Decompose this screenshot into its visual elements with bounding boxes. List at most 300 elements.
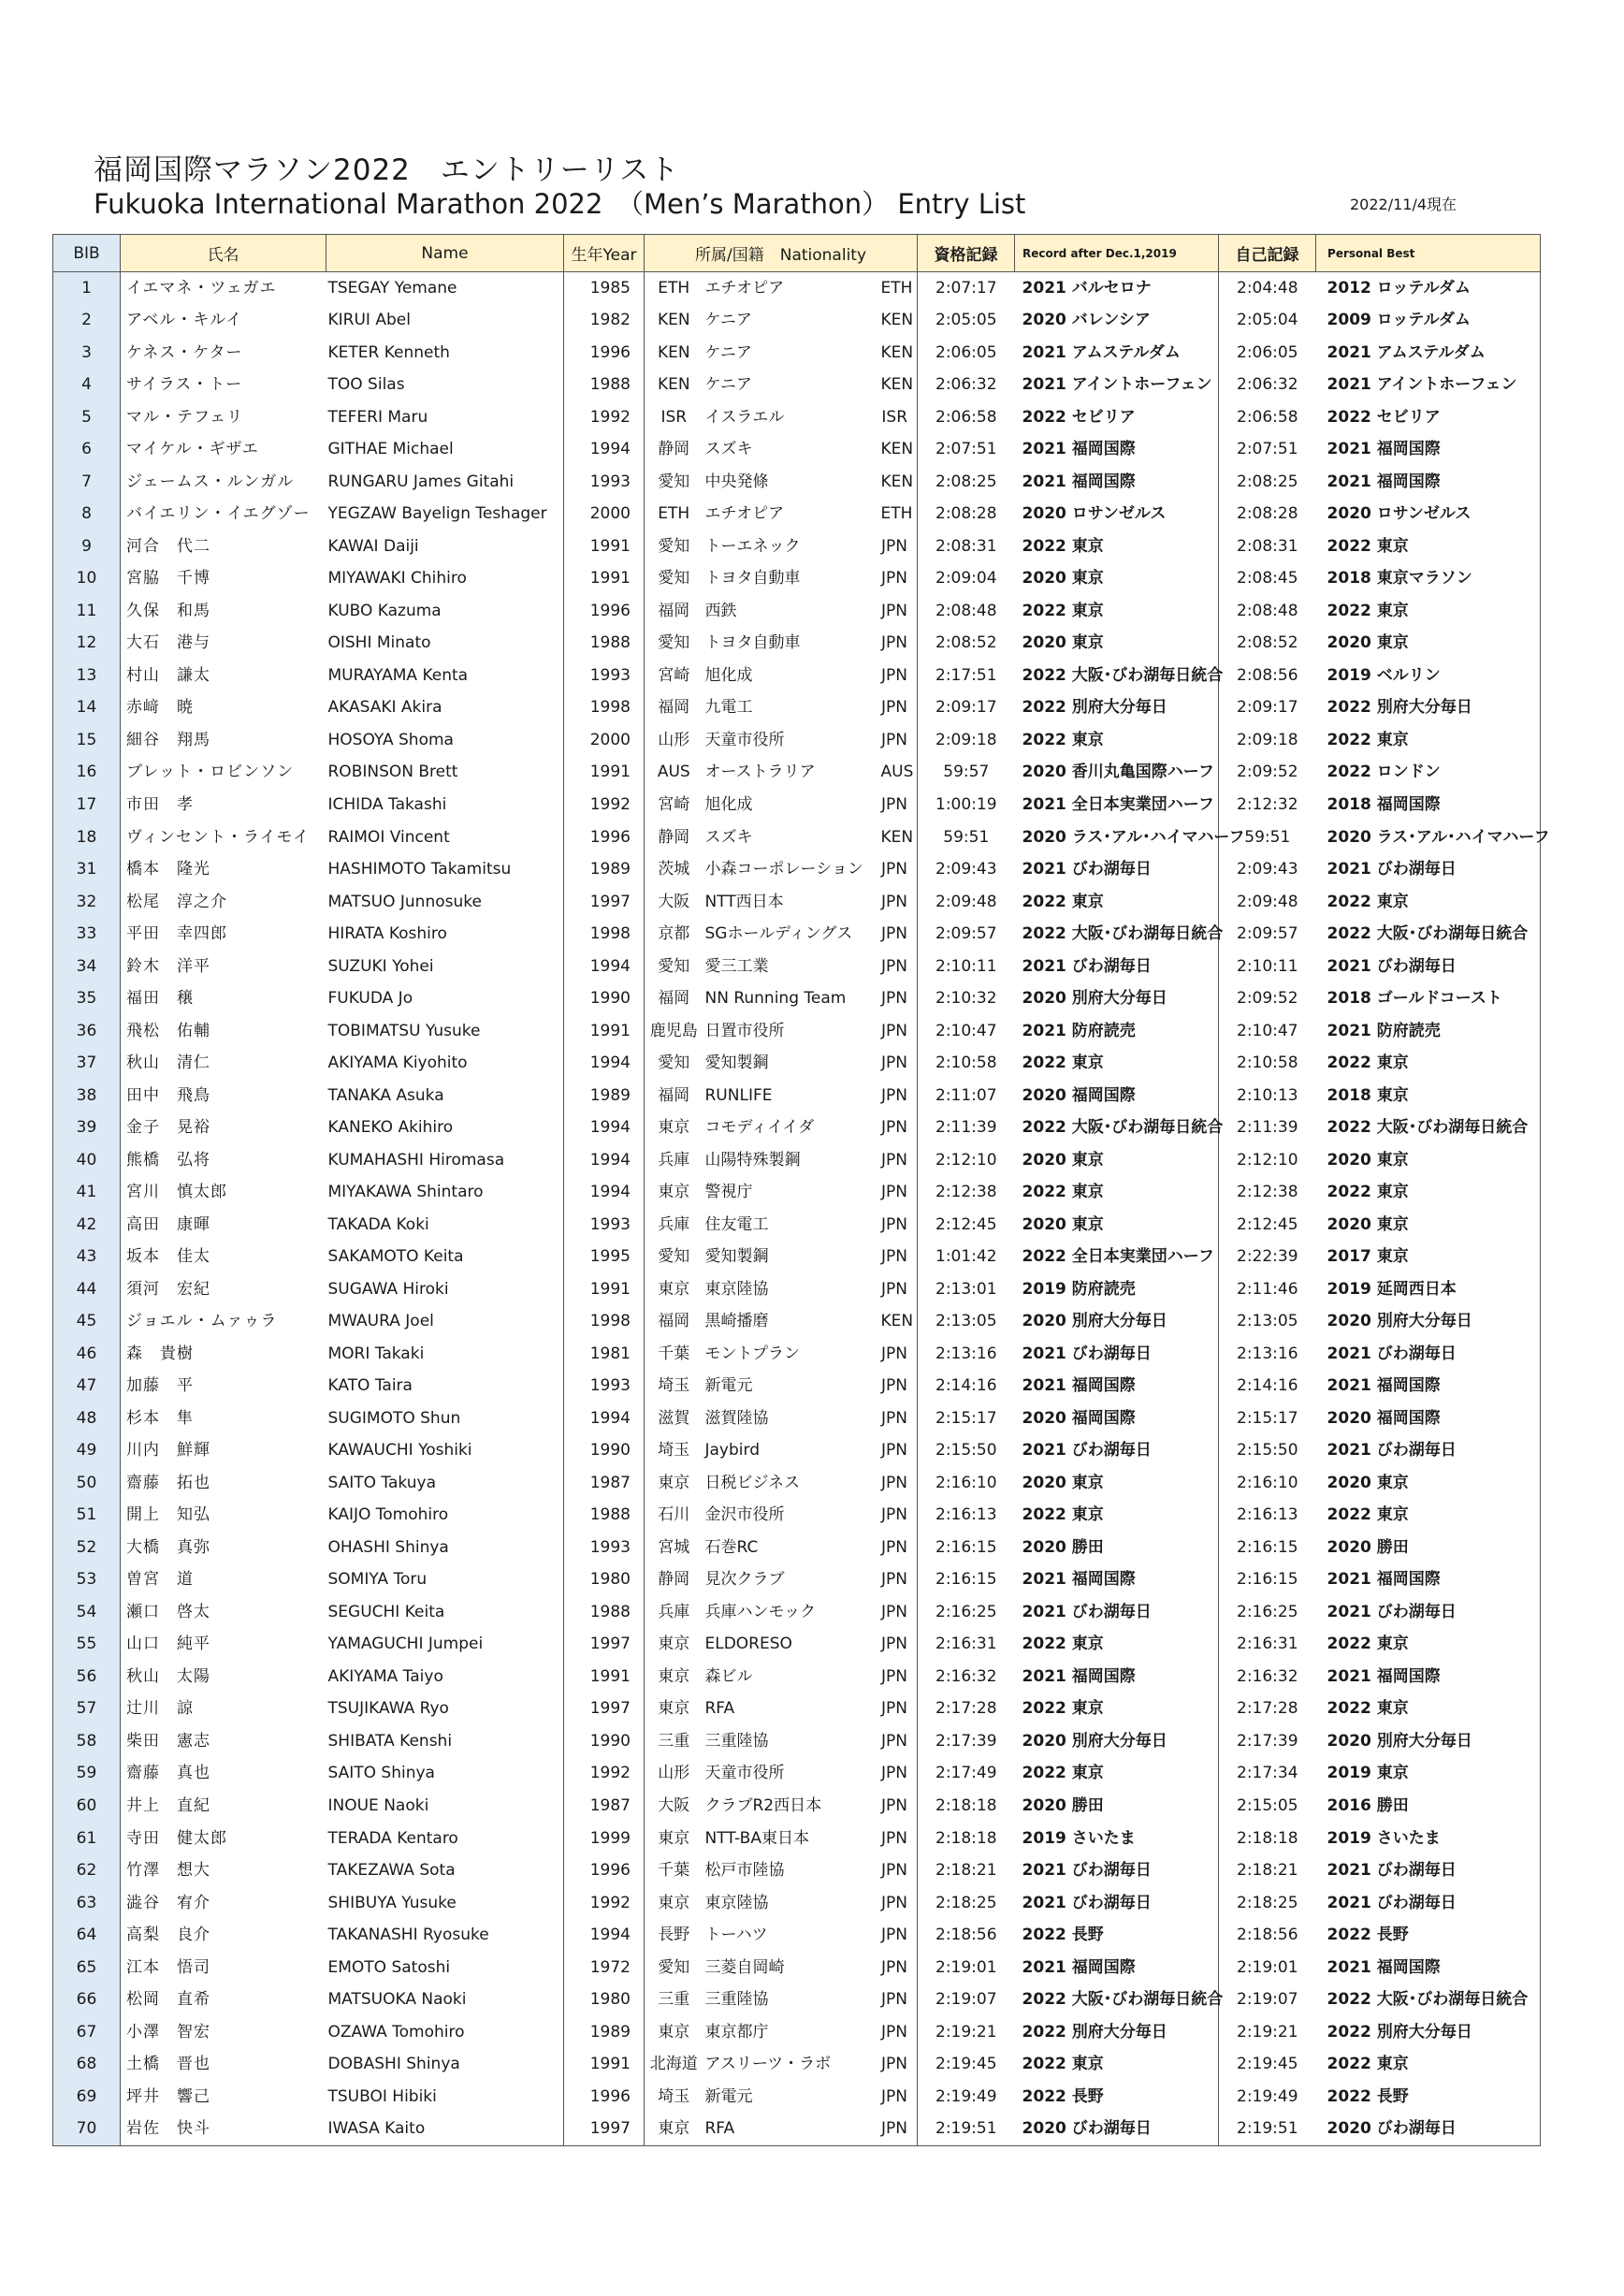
qualifying-race: 2022 大阪･びわ湖毎日統合 [1015,1112,1219,1144]
bib-number: 59 [53,1758,121,1791]
qualifying-race: 2021 福岡国際 [1015,434,1219,467]
runner-name-en: MURAYAMA Kenta [327,665,469,685]
prefecture: 愛知 [658,1957,690,1977]
personal-best-race: 2020 東京 [1316,1467,1541,1500]
prefecture: 福岡 [658,1085,690,1105]
affiliation: モントプラン [704,1344,800,1363]
affiliation: コモディイイダ [704,1118,815,1138]
table-row [53,337,1541,370]
personal-best-race: 2020 ロサンゼルス [1316,499,1541,531]
personal-best-race: 2022 東京 [1316,1176,1541,1209]
runner-name-en: HASHIMOTO Takamitsu [327,860,512,879]
personal-best-race: 2021 福岡国際 [1316,1661,1541,1693]
runner-name-jp: サイラス・トー [126,375,243,395]
personal-best-race: 2022 大阪･びわ湖毎日統合 [1316,1984,1541,2016]
table-row [53,951,1541,983]
affiliation: 東京都庁 [704,2022,769,2042]
page-title-jp: 福岡国際マラソン2022 エントリーリスト [94,153,680,187]
personal-best-time: 2:11:39 [1237,1118,1298,1138]
table-row [53,499,1541,531]
birth-year: 1992 [564,1887,645,1920]
runner-name-en: MATSUO Junnosuke [327,892,482,911]
personal-best-race: 2019 ベルリン [1316,660,1541,692]
qualifying-time: 2:19:45 [935,2055,997,2074]
personal-best-race: 2022 大阪･びわ湖毎日統合 [1316,918,1541,951]
affiliation: オーストラリア [704,763,816,782]
qualifying-race: 2020 東京 [1015,1144,1219,1177]
qualifying-race: 2021 びわ湖毎日 [1015,951,1219,983]
birth-year: 1997 [564,2113,645,2145]
runner-name-en: SOMIYA Toru [327,1570,428,1590]
qualifying-time: 59:51 [943,827,990,847]
prefecture: 東京 [645,2113,703,2145]
personal-best-time: 2:18:18 [1237,1828,1298,1848]
personal-best-time: 2:16:15 [1237,1570,1298,1590]
bib-number: 63 [53,1887,121,1920]
table-row [53,595,1541,628]
qualifying-race: 2020 東京 [1015,563,1219,596]
runner-name-jp: 澁谷 宥介 [126,1893,210,1912]
runner-name-jp: 高田 康暉 [126,1214,210,1234]
qualifying-time: 2:16:13 [935,1505,997,1525]
runner-name-en: TEFERI Maru [327,407,428,427]
personal-best-race: 2022 東京 [1316,595,1541,628]
affiliation: クラブR2西日本 [704,1795,822,1815]
runner-name-en: HIRATA Koshiro [327,924,447,944]
affiliation: 東京陸協 [704,1893,769,1912]
personal-best-race: 2019 さいたま [1316,1823,1541,1855]
qualifying-race: 2020 東京 [1015,1209,1219,1242]
bib-number: 15 [53,724,121,757]
nationality-code: KEN [881,821,918,854]
table-row [53,1596,1541,1629]
table-row [53,1629,1541,1662]
birth-year: 1988 [564,1596,645,1629]
personal-best-time: 2:09:17 [1237,698,1298,718]
birth-year: 1992 [564,1758,645,1791]
qualifying-time: 2:16:32 [935,1666,997,1686]
personal-best-race: 2022 東京 [1316,724,1541,757]
personal-best-race: 2021 びわ湖毎日 [1316,1338,1541,1371]
personal-best-race: 2018 福岡国際 [1316,789,1541,821]
qualifying-race: 2020 別府大分毎日 [1015,1306,1219,1339]
personal-best-time: 2:19:51 [1219,2113,1316,2145]
birth-year: 1994 [564,951,645,983]
runner-name-en: MORI Takaki [327,1344,425,1363]
table-row [53,918,1541,951]
nationality-code: JPN [881,1209,918,1242]
qualifying-time: 2:19:51 [918,2113,1015,2145]
birth-year: 1996 [564,595,645,628]
personal-best-race: 2022 別府大分毎日 [1316,2016,1541,2049]
affiliation: 日税ビジネス [704,1473,800,1492]
personal-best-race: 2019 延岡西日本 [1316,1273,1541,1306]
affiliation: 小森コーポレーション [704,860,863,879]
qualifying-time: 2:07:51 [935,440,997,459]
qualifying-time: 2:10:58 [935,1054,997,1073]
bib-number: 4 [53,370,121,402]
prefecture: 東京 [658,1635,690,1654]
nationality-code: JPN [881,1015,918,1048]
affiliation: スズキ [704,440,753,459]
affiliation: ケニア [704,311,752,330]
runner-name-jp: 金子 晃裕 [126,1118,210,1138]
runner-name-jp: 秋山 太陽 [126,1666,210,1686]
personal-best-time: 2:22:39 [1237,1247,1298,1267]
personal-best-race: 2009 ロッテルダム [1316,305,1541,338]
qualifying-time: 2:17:51 [935,665,997,685]
qualifying-time: 59:57 [943,763,990,782]
affiliation: 愛知製鋼 [704,1247,769,1267]
runner-name-jp: ヴィンセント・ライモイ [126,827,310,847]
nationality-code: KEN [881,370,918,402]
prefecture: AUS [657,763,690,782]
personal-best-time: 2:09:52 [1237,989,1298,1009]
bib-number: 11 [53,595,121,628]
runner-name-jp: 森 貴樹 [126,1344,194,1363]
runner-name-en: MIYAKAWA Shintaro [327,1183,484,1202]
table-row [53,1273,1541,1306]
affiliation: エチオピア [704,504,785,524]
nationality-code: JPN [881,1144,918,1177]
runner-name-jp: 平田 幸四郎 [126,924,227,944]
prefecture: KEN [657,342,690,362]
personal-best-race: 2022 ロンドン [1316,757,1541,790]
prefecture: 愛知 [658,956,690,976]
personal-best-time: 2:18:25 [1237,1893,1298,1912]
runner-name-en: ICHIDA Takashi [327,795,447,814]
runner-name-jp: ケネス・ケター [126,342,243,362]
bib-number: 47 [53,1371,121,1403]
bib-number: 69 [53,2081,121,2114]
prefecture: 東京 [658,1699,690,1719]
personal-best-race: 2021 びわ湖毎日 [1316,1887,1541,1920]
nationality-code: JPN [881,1661,918,1693]
table-row [53,1209,1541,1242]
qualifying-time: 2:19:01 [935,1957,997,1977]
birth-year: 1989 [564,1080,645,1112]
nationality-code: JPN [881,1112,918,1144]
personal-best-time: 2:14:16 [1237,1376,1298,1396]
runner-name-jp: 細谷 翔馬 [126,730,210,749]
runner-name-jp: 寺田 健太郎 [126,1828,227,1848]
personal-best-time: 2:12:32 [1237,795,1298,814]
qualifying-time: 1:00:19 [935,795,997,814]
birth-year: 1991 [564,563,645,596]
prefecture: 兵庫 [658,1150,690,1170]
affiliation: 天童市役所 [704,730,785,749]
affiliation: アスリーツ・ラボ [704,2055,832,2074]
personal-best-time: 2:09:43 [1237,860,1298,879]
birth-year: 1991 [564,1661,645,1693]
personal-best-time: 2:09:18 [1237,730,1298,749]
qualifying-time: 2:08:52 [935,633,997,653]
prefecture: 千葉 [658,1344,690,1363]
col-header-pb-time: 自己記録 [1219,235,1316,272]
nationality-code: KEN [881,1306,918,1339]
runner-name-jp: 杉本 隼 [126,1408,194,1428]
qualifying-time: 2:10:32 [935,989,997,1009]
nationality-code: JPN [881,2048,918,2081]
runner-name-en: KANEKO Akihiro [327,1118,454,1138]
runner-name-en: TSEGAY Yemane [327,278,457,298]
runner-name-jp: 江本 悟司 [126,1957,210,1977]
personal-best-time: 2:18:56 [1237,1925,1298,1945]
nationality-code: KEN [881,337,918,370]
table-row [53,757,1541,790]
personal-best-time: 2:19:01 [1237,1957,1298,1977]
prefecture: 静岡 [658,440,690,459]
col-header-affiliation: 所属/国籍 Nationality [645,235,918,272]
affiliation: ケニア [704,342,752,362]
personal-best-race: 2012 ロッテルダム [1316,272,1541,305]
qualifying-time: 2:09:43 [935,860,997,879]
table-header-row [53,235,1541,272]
runner-name-en: AKASAKI Akira [327,698,442,718]
runner-name-en: TERADA Kentaro [327,1828,458,1848]
prefecture: 兵庫 [658,1214,690,1234]
personal-best-time: 2:13:16 [1237,1344,1298,1363]
affiliation: 見次クラブ [704,1570,785,1590]
runner-name-jp: 熊橋 弘将 [126,1150,210,1170]
nationality-code: JPN [881,1176,918,1209]
affiliation: 滋賀陸協 [704,1408,769,1428]
bib-number: 54 [53,1596,121,1629]
nationality-code: JPN [881,628,918,661]
qualifying-time: 2:09:48 [935,892,997,911]
prefecture: 福岡 [658,601,690,620]
personal-best-time: 2:10:13 [1237,1085,1298,1105]
bib-number: 46 [53,1338,121,1371]
bib-number: 42 [53,1209,121,1242]
table-row [53,1564,1541,1597]
nationality-code: JPN [881,1273,918,1306]
bib-number: 39 [53,1112,121,1144]
table-row [53,1758,1541,1791]
personal-best-race: 2022 大阪･びわ湖毎日統合 [1316,1112,1541,1144]
qualifying-race: 2020 ロサンゼルス [1015,499,1219,531]
runner-name-en: OZAWA Tomohiro [327,2022,465,2042]
qualifying-race: 2022 別府大分毎日 [1015,692,1219,725]
table-row [53,1015,1541,1048]
runner-name-en: KUBO Kazuma [327,601,442,620]
birth-year: 1992 [564,789,645,821]
table-row [53,1790,1541,1823]
qualifying-time: 2:18:18 [935,1828,997,1848]
bib-number: 16 [53,757,121,790]
birth-year: 2000 [564,724,645,757]
personal-best-time: 2:10:11 [1237,956,1298,976]
runner-name-jp: 齋藤 拓也 [126,1473,210,1492]
qualifying-time: 2:12:45 [935,1214,997,1234]
birth-year: 1991 [564,1273,645,1306]
birth-year: 1994 [564,1176,645,1209]
prefecture: 山形 [658,1764,690,1783]
nationality-code: JPN [881,1758,918,1791]
qualifying-race: 2022 長野 [1015,2081,1219,2114]
prefecture: 兵庫 [658,1602,690,1621]
runner-name-en: TOBIMATSU Yusuke [327,1021,481,1040]
runner-name-jp: 市田 孝 [126,795,194,814]
table-row [53,1435,1541,1468]
table-row [53,628,1541,661]
qualifying-time: 2:18:21 [935,1861,997,1881]
personal-best-race: 2020 別府大分毎日 [1316,1306,1541,1339]
prefecture: 鹿児島 [649,1021,698,1040]
birth-year: 1993 [564,660,645,692]
birth-year: 1991 [564,1015,645,1048]
runner-name-en: MWAURA Joel [327,1312,434,1331]
runner-name-jp: マイケル・ギザエ [126,440,259,459]
nationality-code: KEN [881,434,918,467]
runner-name-jp: アベル・キルイ [126,311,243,330]
affiliation: トヨタ自動車 [704,569,801,589]
table-row [53,1080,1541,1112]
runner-name-jp: 坪井 響己 [126,2086,210,2106]
affiliation: 黒崎播磨 [704,1312,769,1331]
qualifying-time: 2:15:17 [935,1408,997,1428]
runner-name-jp: 土橋 晋也 [126,2055,210,2074]
birth-year: 1988 [564,1500,645,1533]
affiliation: NTT-BA東日本 [704,1828,809,1848]
prefecture: ISR [660,407,688,427]
qualifying-time: 2:12:38 [935,1183,997,1202]
table-row [53,1693,1541,1726]
affiliation: RUNLIFE [704,1085,773,1105]
bib-number: 3 [53,337,121,370]
qualifying-race: 2021 びわ湖毎日 [1015,1338,1219,1371]
page-title-en: Fukuoka International Marathon 2022 （Men’s Marathon） Entry List [94,188,1026,220]
col-header-bib: BIB [53,235,121,272]
personal-best-race: 2022 東京 [1316,1500,1541,1533]
runner-name-en: SAKAMOTO Keita [327,1247,464,1267]
personal-best-race: 2020 ラス･アル･ハイマハーフ [1316,821,1541,854]
qualifying-time: 2:09:04 [935,569,997,589]
qualifying-race: 2022 東京 [1015,2048,1219,2081]
personal-best-race: 2018 東京 [1316,1080,1541,1112]
runner-name-en: DOBASHI Shinya [327,2055,460,2074]
bib-number: 70 [53,2113,121,2145]
qualifying-race: 2021 アイントホーフェン [1015,370,1219,402]
personal-best-race: 2021 びわ湖毎日 [1316,1596,1541,1629]
prefecture: 福岡 [658,1312,690,1331]
bib-number: 49 [53,1435,121,1468]
nationality-code: AUS [881,757,918,790]
personal-best-time: 2:17:34 [1237,1764,1298,1783]
personal-best-time: 2:06:05 [1237,342,1298,362]
bib-number: 53 [53,1564,121,1597]
bib-number: 68 [53,2048,121,2081]
nationality-code: ETH [881,272,918,305]
nationality-code: JPN [881,1790,918,1823]
runner-name-en: GITHAE Michael [327,440,454,459]
runner-name-en: TAKANASHI Ryosuke [327,1925,489,1945]
affiliation: ケニア [704,375,752,395]
birth-year: 1989 [564,853,645,886]
personal-best-time: 2:19:49 [1237,2086,1298,2106]
runner-name-jp: 井上 直紀 [126,1795,210,1815]
table-row [53,1919,1541,1952]
bib-number: 48 [53,1402,121,1435]
runner-name-en: SAITO Takuya [327,1473,436,1492]
prefecture: 宮城 [658,1537,690,1557]
runner-name-en: TSUJIKAWA Ryo [327,1699,449,1719]
runner-name-jp: 松岡 直希 [126,1990,210,2010]
qualifying-time: 2:16:25 [935,1602,997,1621]
personal-best-time: 59:51 [1244,827,1291,847]
prefecture: 福岡 [658,698,690,718]
table-row [53,2016,1541,2049]
runner-name-jp: 橋本 隆光 [126,860,210,879]
affiliation: 天童市役所 [704,1764,785,1783]
qualifying-time: 2:16:15 [935,1537,997,1557]
bib-number: 6 [53,434,121,467]
prefecture: 東京 [658,1666,690,1686]
qualifying-time: 2:10:11 [935,956,997,976]
runner-name-en: RAIMOI Vincent [327,827,450,847]
qualifying-race: 2020 香川丸亀国際ハーフ [1015,757,1219,790]
personal-best-time: 2:08:31 [1237,536,1298,556]
runner-name-en: TSUBOI Hibiki [327,2086,437,2106]
table-row [53,530,1541,563]
affiliation: 山陽特殊製鋼 [704,1150,801,1170]
affiliation: エチオピア [704,278,785,298]
bib-number: 45 [53,1306,121,1339]
nationality-code: JPN [881,595,918,628]
birth-year: 1996 [564,821,645,854]
qualifying-time: 2:19:07 [935,1990,997,2010]
qualifying-race: 2022 東京 [1015,595,1219,628]
table-row [53,1661,1541,1693]
table-row [53,660,1541,692]
as-of-date: 2022/11/4現在 [1350,196,1457,213]
bib-number: 66 [53,1984,121,2016]
table-row [53,1984,1541,2016]
runner-name-jp: 秋山 清仁 [126,1054,210,1073]
prefecture: ETH [658,504,690,524]
affiliation: 警視庁 [704,1183,753,1202]
entry-rows [53,272,1550,2146]
affiliation: 住友電工 [704,1214,769,1234]
bib-number: 40 [53,1144,121,1177]
prefecture: 東京 [658,1893,690,1912]
runner-name-en: OHASHI Shinya [327,1537,449,1557]
runner-name-jp: 久保 和馬 [126,601,210,620]
personal-best-race: 2022 東京 [1316,2048,1541,2081]
personal-best-time: 2:19:45 [1237,2055,1298,2074]
birth-year: 1990 [564,982,645,1015]
bib-number: 38 [53,1080,121,1112]
qualifying-race: 2022 東京 [1015,1758,1219,1791]
bib-number: 43 [53,1241,121,1273]
personal-best-race: 2021 福岡国際 [1316,1371,1541,1403]
qualifying-race: 2021 アムステルダム [1015,337,1219,370]
affiliation: 東京陸協 [704,1279,769,1299]
table-row [53,2081,1541,2114]
affiliation: Jaybird [704,1441,760,1460]
nationality-code: ISR [881,401,918,434]
prefecture: 東京 [658,1828,690,1848]
nationality-code: JPN [881,1371,918,1403]
qualifying-race: 2021 防府読売 [1015,1015,1219,1048]
qualifying-time: 2:14:16 [935,1376,997,1396]
bib-number: 33 [53,918,121,951]
qualifying-time: 2:13:16 [935,1344,997,1363]
affiliation: ELDORESO [704,1635,792,1654]
table-row [53,692,1541,725]
affiliation: 中央発條 [704,472,769,491]
personal-best-race: 2018 東京マラソン [1316,563,1541,596]
